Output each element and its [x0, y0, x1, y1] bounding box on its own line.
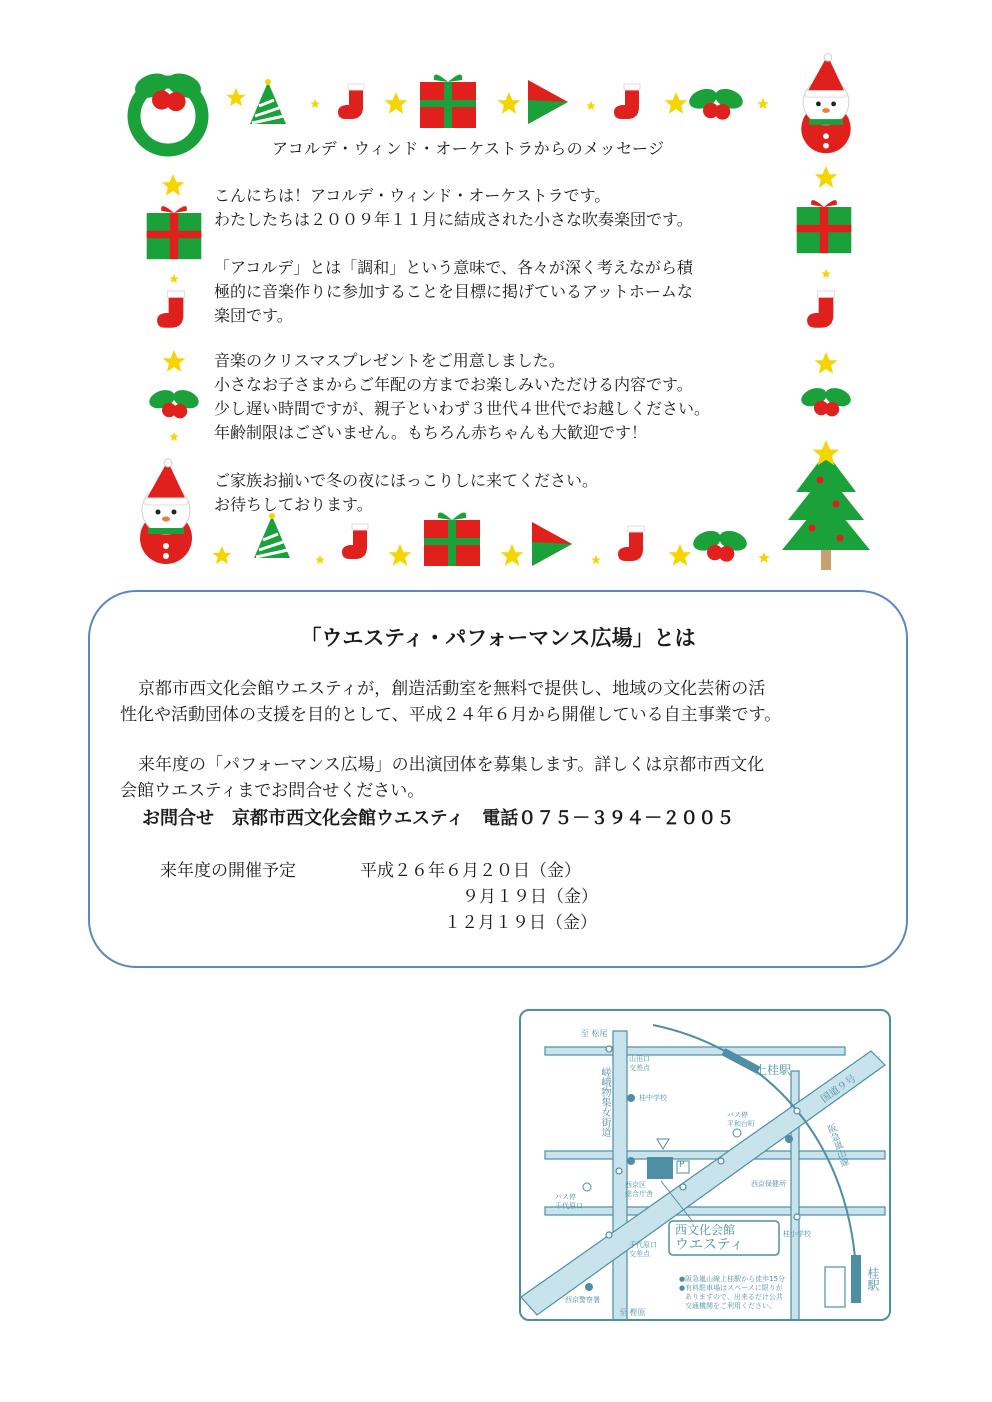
star-icon [385, 92, 408, 114]
sock-icon [614, 84, 640, 119]
wreath-icon [132, 69, 205, 150]
holly-icon [690, 527, 749, 561]
map-drawing [521, 1011, 889, 1319]
star-icon [162, 174, 185, 196]
signal-dot [718, 1158, 724, 1164]
star-icon [498, 92, 521, 114]
flag-icon [532, 522, 572, 566]
sock-icon [342, 524, 368, 559]
star-icon [665, 92, 688, 114]
info-paragraph-1: 京都市西文化会館ウエスティが，創造活動室を無料で提供し、地域の文化芸術の活 性化や活動団体の支援を目的として、平成２４年６月から開催している自主事業です。 [120, 679, 782, 725]
police-dot [585, 1283, 593, 1291]
message-paragraph-2: 「アコルデ」とは「調和」という意味で、各々が深く考えながら積 極的に音楽作りに参加することを目標に掲げているアットホームな 楽団です。 [214, 258, 693, 325]
schedule-date-3: １２月１９日（金） [444, 913, 597, 933]
signal-dot [616, 1168, 622, 1174]
gift-icon [420, 74, 476, 128]
green-gift-icon [147, 206, 202, 259]
katsura-station-mark [851, 1255, 861, 1303]
star-icon [757, 98, 768, 109]
office-dot [627, 1157, 635, 1165]
signal-dot [606, 1046, 612, 1052]
label-route9: 国道９号 [819, 1073, 859, 1106]
label-bus-sendaibaraguchi: バス停 千代原口 [555, 1193, 583, 1210]
signal-dot [794, 1108, 800, 1114]
star-icon [169, 274, 179, 283]
message-paragraph-4: ご家族お揃いで冬の夜にほっこりしに来てください。 お待ちしております。 [214, 471, 599, 514]
info-box [88, 590, 908, 968]
road [545, 1207, 885, 1215]
label-yamadaguchi: 山田口 交差点 [629, 1055, 650, 1072]
star-icon [815, 352, 838, 374]
star-icon [591, 555, 601, 564]
label-hankyu-line: 阪急嵐山線 [824, 1122, 850, 1169]
holly-icon [147, 387, 202, 419]
star-icon [389, 544, 412, 566]
label-sendaibara-crossing: 千代原口 交差点 [629, 1241, 657, 1258]
snowman-icon [140, 459, 192, 564]
info-title: 「ウエスティ・パフォーマンス広場」とは [300, 626, 696, 650]
star-icon [163, 350, 186, 372]
map-notes: ●阪急嵐山線上桂駅から徒歩15分 ●有料駐車場はスペースに限りが ありますので、出来るだけ公共 交通機関をご利用ください。 [679, 1275, 786, 1310]
building [825, 1267, 845, 1307]
venue-pointer-icon [657, 1139, 669, 1149]
star-icon [758, 552, 769, 563]
message-paragraph-3: 音楽のクリスマスプレゼントをご用意しました。 小さなお子さまからご年配の方までお楽しみいただける内容です。 少し遅い時間ですが、親子といわず３世代４世代でお越しください。 年齢制限はございません。もちろん赤ちゃんも大歓迎です！ [214, 351, 711, 442]
info-paragraph-2: 来年度の「パフォーマンス広場」の出演団体を募集します。詳しくは京都市西文化 会館ウエスティまでお問合せください。 [120, 755, 765, 801]
label-venue-name: 西文化会館 ウエスティ [675, 1223, 744, 1253]
bus-stop-dot [733, 1129, 741, 1137]
schedule-date-1: 平成２６年６月２０日（金） [360, 861, 581, 881]
access-map [519, 1009, 891, 1321]
message-title: アコルデ・ウィンド・オーケストラからのメッセージ [272, 139, 665, 158]
star-icon [669, 544, 692, 566]
health-center-dot [785, 1135, 793, 1143]
label-katsura-jh: 桂中学校 [639, 1094, 667, 1102]
christmas-tree-icon [782, 440, 870, 570]
label-kamikatsura-station: 上桂駅 [755, 1063, 792, 1077]
label-parking: P [679, 1160, 685, 1170]
label-sagamonozume: 嵯峨物集女街道 [599, 1067, 610, 1137]
signal-dot [794, 1214, 800, 1220]
star-icon [227, 88, 246, 106]
gift-icon [424, 512, 480, 566]
sock-icon [338, 84, 364, 119]
road [545, 1047, 845, 1055]
road [613, 1031, 627, 1319]
holly-icon [799, 385, 854, 417]
label-health-center: 西京保健所 [751, 1180, 786, 1188]
signal-dot [606, 1232, 612, 1238]
green-gift-icon [797, 200, 852, 253]
flag-icon [528, 80, 568, 124]
star-icon [821, 269, 831, 278]
schedule-date-2: ９月１９日（金） [462, 887, 598, 907]
label-bus-heiwadai: バス停 平和台町 [727, 1111, 755, 1128]
label-to-matsuo: 至 松尾 [581, 1029, 608, 1038]
venue-building [647, 1157, 673, 1179]
school-dot [627, 1094, 635, 1102]
star-icon [815, 166, 838, 188]
sock-icon [157, 291, 184, 328]
snowman-icon [801, 54, 850, 154]
star-icon [315, 555, 325, 564]
message-paragraph-1: こんにちは！アコルデ・ウィンド・オーケストラです。 わたしたちは２００９年１１月に結成された小さな吹奏楽団です。 [214, 186, 693, 229]
sock-icon [807, 291, 834, 328]
cone-tree-icon [250, 79, 286, 124]
star-icon [310, 99, 320, 108]
holly-icon [686, 85, 745, 119]
star-icon [169, 432, 179, 441]
contact-line: お問合せ 京都市西文化会館ウエスティ 電話０７５－３９４－２００５ [142, 808, 735, 829]
star-icon [586, 101, 596, 110]
bus-stop-dot [583, 1183, 591, 1191]
label-to-kabara: 至 樫原 [619, 1308, 646, 1317]
sock-icon [618, 526, 644, 561]
label-katsura-es: 桂小学校 [783, 1230, 811, 1238]
schedule-label: 来年度の開催予定 [160, 861, 296, 881]
star-icon [501, 544, 524, 566]
star-icon [213, 546, 232, 564]
label-police: 西京警察署 [565, 1296, 600, 1304]
label-katsura-station: 桂駅 [866, 1267, 880, 1291]
cone-tree-icon [254, 513, 290, 558]
label-nishikyo-office: 西京区 総合庁舎 [625, 1181, 653, 1198]
signal-dot [680, 1184, 686, 1190]
